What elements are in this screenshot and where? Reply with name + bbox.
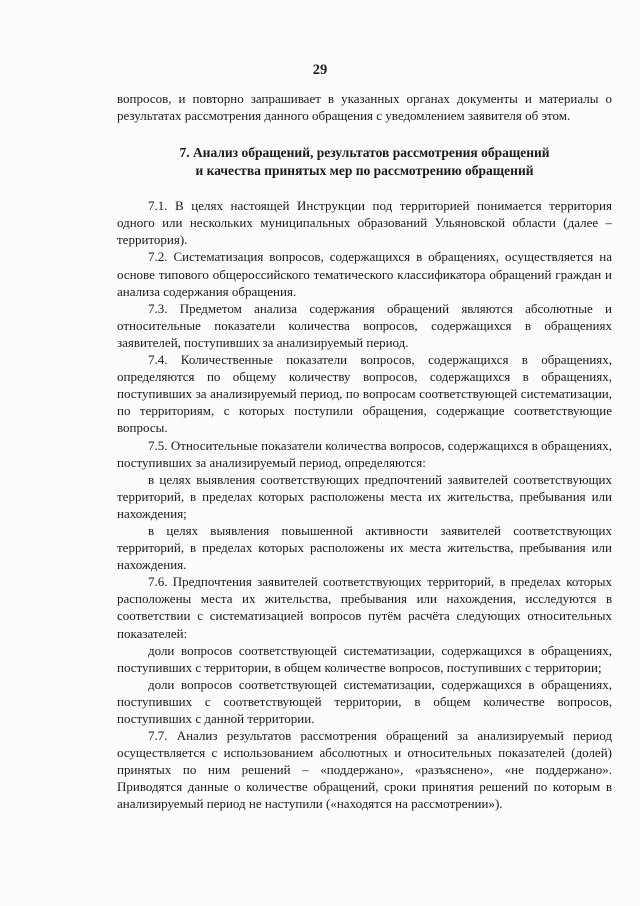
paragraph-7-3: 7.3. Предметом анализа содержания обращений являются абсолютные и относительные показатели количества вопросов, содержащихся в обращениях заявителей, поступивших за анализируемый период. [117,300,612,350]
paragraph-7-6-item-2: доли вопросов соответствующей систематизации, содержащихся в обращениях, поступивших с соответствующей территории, в общем количестве вопросов, поступивших с данной территории. [117,676,612,726]
paragraph-7-7: 7.7. Анализ результатов рассмотрения обращений за анализируемый период осуществляется с использованием абсолютных и относительных показателей (долей) принятых по ним решений – «поддержано», «разъяснено», «не поддержано». Приводятся данные о количестве обращений, сроки принятия решений по которым в анализируемый период не наступили («находятся на рассмотрении»). [117,728,612,812]
paragraph-7-4: 7.4. Количественные показатели вопросов, содержащихся в обращениях, определяются по общему количеству вопросов, содержащихся в обращениях, поступивших за анализируемый период, по вопросам соответствующей систематизации, по территориям, с которых поступили обращения, содержащие соответствующие вопросы. [117,352,612,436]
page-content [117,90,612,813]
paragraph-7-6: 7.6. Предпочтения заявителей соответствующих территорий, в пределах которых расположены места их жительства, пребывания или нахождения, исследуются в соответствии с систематизацией вопросов путём расчёта следующих относительных показателей: [117,574,612,641]
paragraph-7-2: 7.2. Систематизация вопросов, содержащихся в обращениях, осуществляется на основе типового общероссийского тематического классификатора обращений граждан и анализа содержания обращения. [117,249,612,299]
paragraph-7-5: 7.5. Относительные показатели количества вопросов, содержащихся в обращениях, поступивших за анализируемый период, определяются: [117,437,612,470]
section-heading [117,144,612,180]
page-number: 29 [312,62,328,78]
paragraph-7-5-item-2: в целях выявления повышенной активности заявителей соответствующих территорий, в пределах которых расположены их места жительства, пребывания или нахождения. [117,522,612,573]
paragraph-7-1: 7.1. В целях настоящей Инструкции под территорией понимается территория одного или нескольких муниципальных образований Ульяновской области (далее – территория). [117,198,612,248]
paragraph-7-6-item-1: доли вопросов соответствующей систематизации, содержащихся в обращениях, поступивших с территории, в общем количестве вопросов, поступивших с территории; [117,642,612,675]
intro-paragraph: вопросов, и повторно запрашивает в указанных органах документы и материалы о результатах рассмотрения данного обращения с уведомлением заявителя об этом. [117,91,612,124]
paragraph-7-5-item-1: в целях выявления соответствующих предпочтений заявителей соответствующих территорий, в пределах которых расположены места их жительства, пребывания или нахождения; [117,471,612,521]
section-heading-line-2: и качества принятых мер по рассмотрению обращений [195,163,534,179]
section-heading-line-1: 7. Анализ обращений, результатов рассмотрения обращений [179,145,550,161]
